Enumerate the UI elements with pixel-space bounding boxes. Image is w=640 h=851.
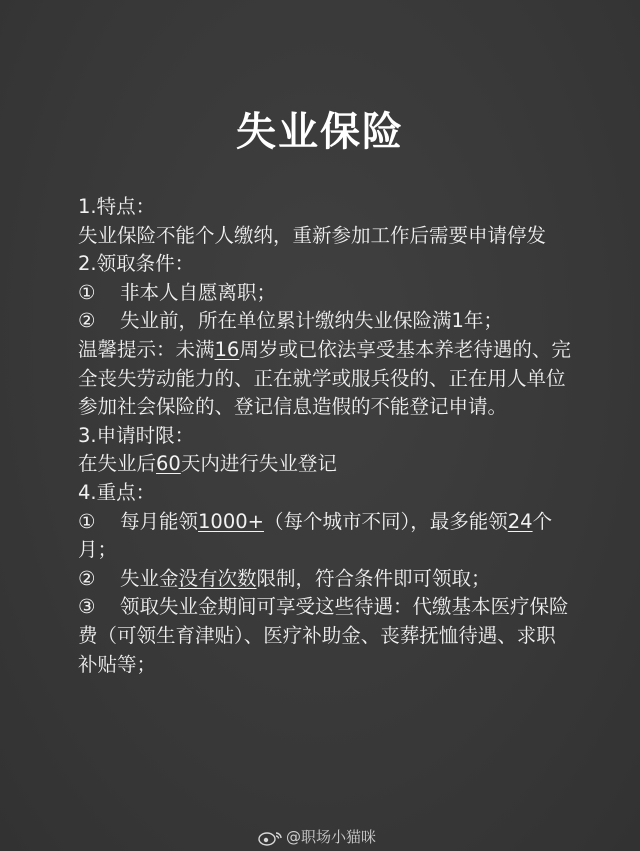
- tip-paragraph: [78, 336, 573, 422]
- key-point-1: [78, 508, 573, 565]
- text-part: 在失业后: [78, 452, 157, 476]
- condition-item-1: [78, 279, 573, 308]
- watermark-text: @职场小猫咪: [286, 828, 377, 846]
- key-point-3: [78, 593, 573, 679]
- months-highlight: 24: [507, 509, 533, 533]
- tip-text: 温馨提示：未满: [78, 337, 215, 361]
- section-1-text: 失业保险不能个人缴纳，重新参加工作后需要申请停发: [78, 223, 547, 247]
- document-body: [78, 193, 573, 679]
- weibo-icon: [258, 830, 284, 846]
- text-part: （每个城市不同），最多能领: [263, 509, 508, 533]
- item-number: ②: [78, 566, 96, 590]
- text-part: 个月；: [78, 509, 553, 562]
- text-part: 失业金: [120, 566, 179, 590]
- no-limit-highlight: 没有次数: [178, 566, 257, 590]
- tip-age-highlight: 16: [214, 337, 240, 361]
- section-1-heading: 1.特点：: [78, 195, 156, 218]
- watermark: [258, 826, 376, 847]
- item-number: ①: [78, 509, 96, 533]
- item-number: ③: [78, 595, 96, 619]
- item-text: 非本人自愿离职；: [120, 280, 277, 304]
- text-part: 限制，符合条件即可领取；: [256, 566, 491, 590]
- section-4-heading: 4.重点：: [78, 480, 156, 504]
- item-number: ①: [78, 280, 96, 304]
- item-number: ②: [78, 309, 96, 333]
- item-text: 失业前，所在单位累计缴纳失业保险满1年；: [120, 309, 503, 333]
- amount-highlight: 1000+: [198, 509, 264, 533]
- section-3-heading: 3.申请时限：: [78, 423, 195, 447]
- condition-item-2: [78, 307, 573, 336]
- key-point-2: [78, 565, 573, 594]
- days-highlight: 60: [156, 452, 181, 476]
- text-part: 领取失业金期间可享受这些待遇：代缴基本医疗保险费（可领生育津贴）、医疗补助金、丧葬抚恤待遇、求职补贴等；: [78, 595, 569, 676]
- text-part: 每月能领: [120, 509, 199, 533]
- page-title: 失业保险: [236, 109, 404, 155]
- text-part: 天内进行失业登记: [180, 452, 337, 476]
- section-3-text: [78, 450, 573, 479]
- section-2-heading: 2.领取条件：: [78, 252, 195, 276]
- tip-text: 周岁或已依法享受基本养老待遇的、完全丧失劳动能力的、正在就学或服兵役的、正在用人单位参加社会保险的、登记信息造假的不能登记申请。: [78, 337, 571, 419]
